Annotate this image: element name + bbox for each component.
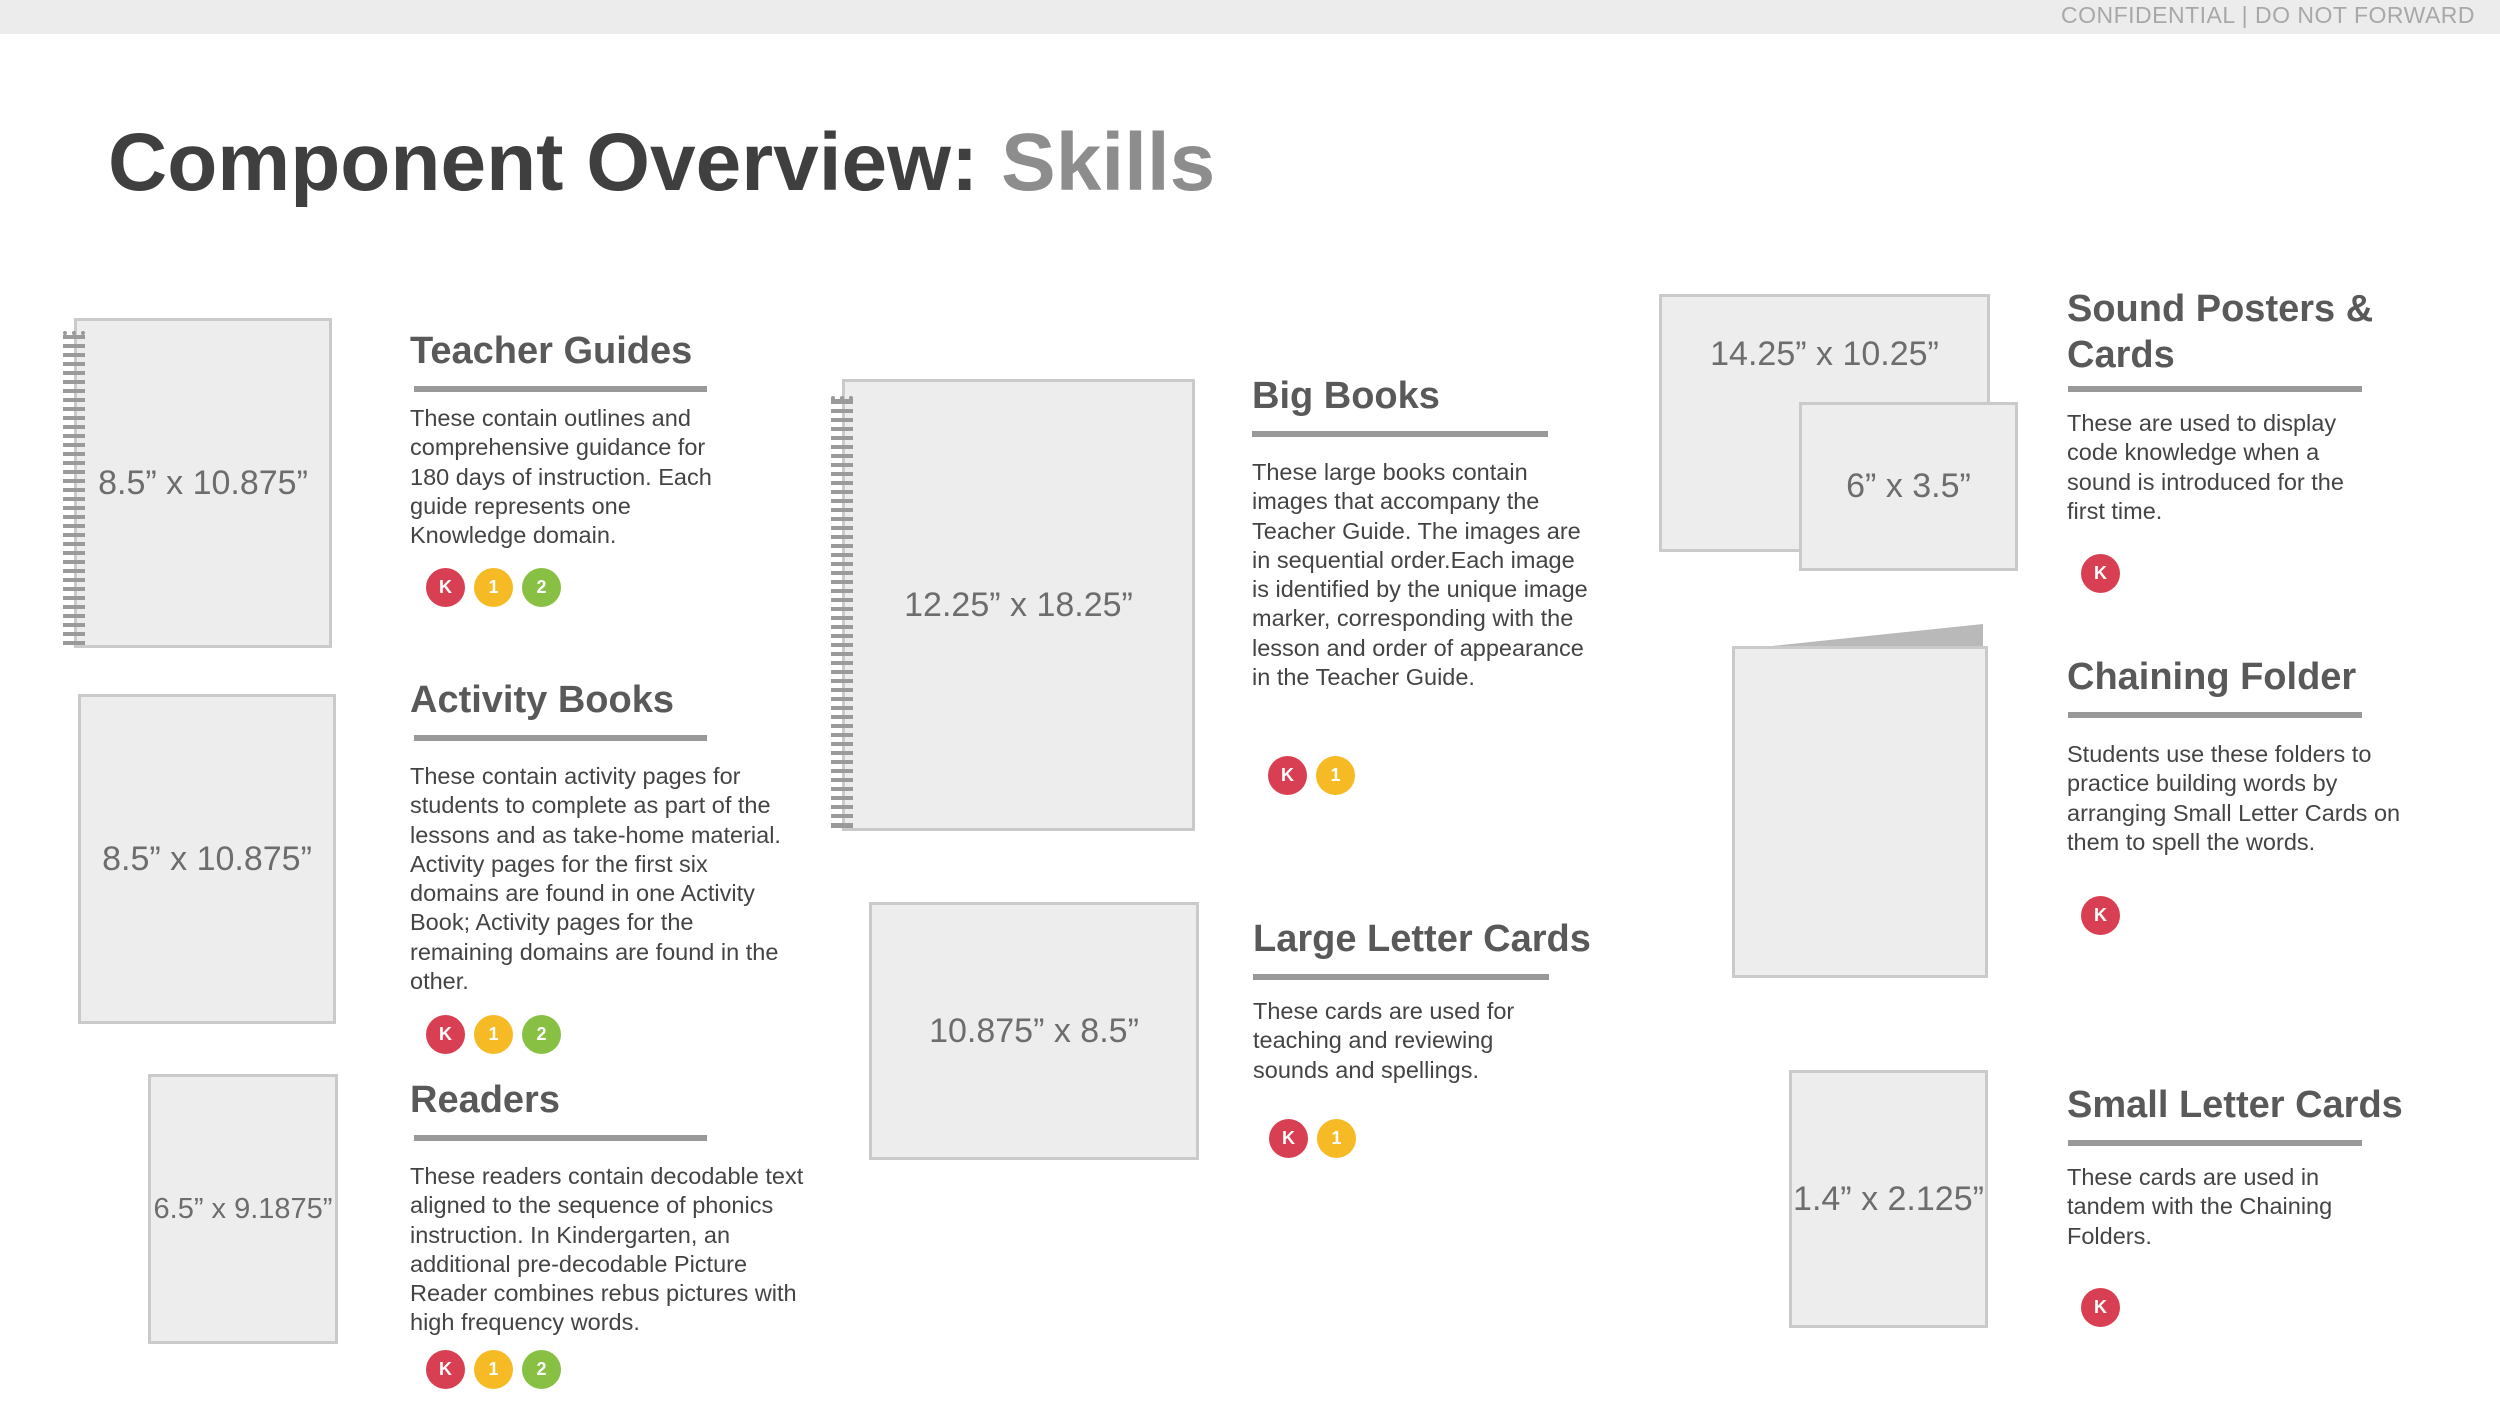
grade-1-badge: 1 [474, 1015, 513, 1054]
readers-rule [414, 1135, 707, 1141]
teacher-guide-dimension: 8.5” x 10.875” [98, 463, 308, 502]
sound-posters-heading-line2: Cards [2067, 334, 2175, 376]
grade-2-badge: 2 [522, 1350, 561, 1389]
large-letter-card-dimension: 10.875” x 8.5” [929, 1011, 1139, 1050]
sound-posters-description: These are used to display code knowledge when a sound is introduced for the first time. [2067, 410, 2344, 524]
sound-poster-dimension: 14.25” x 10.25” [1710, 335, 1939, 373]
sound-card-image [1799, 402, 2018, 571]
grade-k-badge: K [426, 568, 465, 607]
grade-k-badge: K [2081, 896, 2120, 935]
grade-k-badge: K [1269, 1119, 1308, 1158]
chaining-folder-description: Students use these folders to practice building words by arranging Small Letter Cards on them to spell the words. [2067, 741, 2401, 855]
small-letter-card-image [1789, 1070, 1988, 1328]
teacher-guides-rule [414, 386, 707, 392]
readers-description: These readers contain decodable text aligned to the sequence of phonics instruction. In Kindergarten, an additional pre-decodable Picture Reader combines rebus pictures with high frequency words. [410, 1163, 804, 1336]
large-letter-card-image [869, 902, 1199, 1160]
activity-books-description: These contain activity pages for students to complete as part of the lessons and as take-home material. Activity pages for the first six domains are found in one Activity Book; Activity pages for the remaining domains are found in the other. [410, 763, 781, 995]
grade-k-badge: K [1268, 756, 1307, 795]
chaining-folder-rule [2068, 712, 2362, 718]
sound-posters-grades [2081, 554, 2120, 593]
chaining-folder-grades [2081, 896, 2120, 935]
grade-k-badge: K [2081, 1288, 2120, 1327]
confidential-label: CONFIDENTIAL | DO NOT FORWARD [2060, 2, 2475, 28]
large-letter-cards-rule [1253, 974, 1549, 980]
grade-2-badge: 2 [522, 568, 561, 607]
small-letter-cards-description: These cards are used in tandem with the Chaining Folders. [2067, 1164, 2333, 1249]
reader-dimension: 6.5” x 9.1875” [153, 1192, 333, 1225]
big-books-grades [1268, 756, 1355, 795]
grade-k-badge: K [2081, 554, 2120, 593]
title-main: Component Overview: [108, 117, 1002, 208]
sound-card-dimension: 6” x 3.5” [1846, 467, 1971, 505]
activity-books-grades [426, 1015, 561, 1054]
top-bar [0, 0, 2500, 34]
grade-1-badge: 1 [474, 568, 513, 607]
teacher-guides-description: These contain outlines and comprehensive guidance for 180 days of instruction. Each guide represents one Knowledge domain. [410, 405, 712, 549]
large-letter-cards-description: These cards are used for teaching and reviewing sounds and spellings. [1253, 998, 1515, 1083]
activity-book-image [78, 694, 336, 1024]
grade-1-badge: 1 [1316, 756, 1355, 795]
big-books-heading: Big Books [1252, 375, 1440, 417]
teacher-guides-grades [426, 568, 561, 607]
activity-books-heading: Activity Books [410, 679, 674, 721]
readers-grades [426, 1350, 561, 1389]
teacher-guide-image [74, 318, 332, 648]
grade-1-badge: 1 [474, 1350, 513, 1389]
sound-posters-heading [2067, 286, 2373, 378]
large-letter-cards-grades [1269, 1119, 1356, 1158]
small-letter-cards-grades [2081, 1288, 2120, 1327]
chaining-folder-heading: Chaining Folder [2067, 656, 2357, 698]
big-books-description: These large books contain images that accompany the Teacher Guide. The images are in sequential order.Each image is identified by the unique image marker, corresponding with the lesson and order of appearance in the Teacher Guide. [1252, 459, 1588, 691]
big-book-dimension: 12.25” x 18.25” [904, 585, 1133, 624]
small-letter-cards-heading: Small Letter Cards [2067, 1084, 2403, 1126]
large-letter-cards-heading: Large Letter Cards [1253, 918, 1591, 960]
big-book-image [842, 379, 1195, 831]
page-title [108, 118, 1215, 208]
sound-posters-heading-line1: Sound Posters & [2067, 288, 2374, 330]
chaining-folder-image [1732, 646, 1988, 978]
sound-posters-rule [2068, 386, 2362, 392]
big-books-rule [1252, 431, 1548, 437]
grade-1-badge: 1 [1317, 1119, 1356, 1158]
small-letter-card-dimension: 1.4” x 2.125” [1793, 1179, 1984, 1218]
readers-heading: Readers [410, 1079, 560, 1121]
small-letter-cards-rule [2068, 1140, 2362, 1146]
teacher-guides-heading: Teacher Guides [410, 330, 693, 372]
grade-k-badge: K [426, 1350, 465, 1389]
grade-2-badge: 2 [522, 1015, 561, 1054]
activity-books-rule [414, 735, 707, 741]
activity-book-dimension: 8.5” x 10.875” [102, 839, 312, 878]
title-highlight: Skills [1001, 117, 1216, 208]
reader-image [148, 1074, 338, 1344]
grade-k-badge: K [426, 1015, 465, 1054]
spiral-binding [63, 331, 85, 645]
spiral-binding [831, 396, 853, 828]
